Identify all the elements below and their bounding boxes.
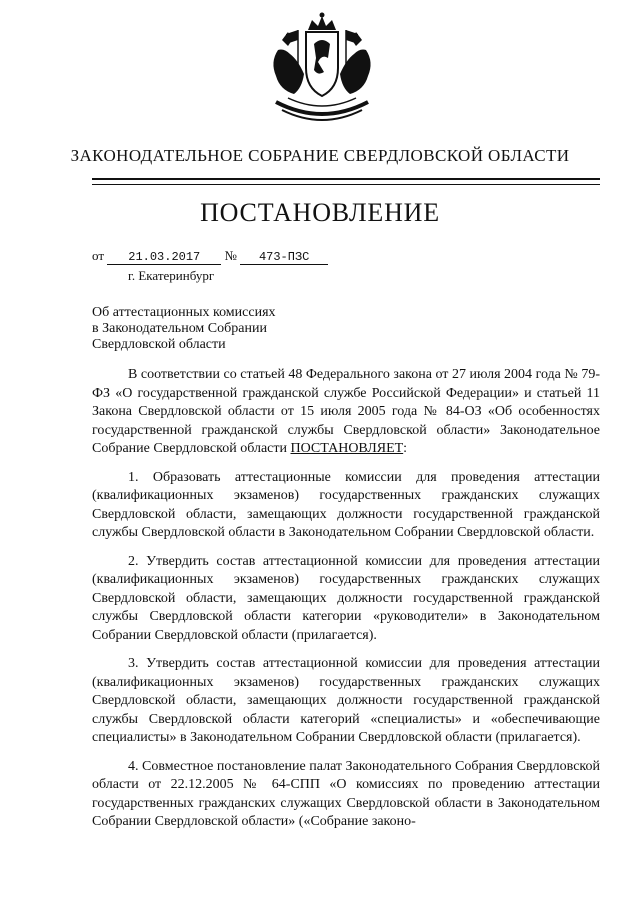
document-number: 473-ПЗС — [240, 250, 328, 265]
header-rule-thick — [92, 178, 600, 180]
document-date: 21.03.2017 — [107, 250, 221, 265]
document-title: ПОСТАНОВЛЕНИЕ — [200, 198, 440, 227]
preamble-text: В соответствии со статьей 48 Федерального закона от 27 июля 2004 года № 79-ФЗ «О государственной гражданской службе Российской Федерации» и статьей 11 Закона Свердловской области от 15 июля 2005 года № 84-ОЗ «Об особенностях государственной гражданской службы Свердловской области» Законодательное Собрание Свердловской области — [92, 367, 600, 456]
date-number-line — [92, 248, 328, 265]
organization-name: ЗАКОНОДАТЕЛЬНОЕ СОБРАНИЕ СВЕРДЛОВСКОЙ ОБЛАСТИ — [70, 146, 570, 165]
resolves-word: ПОСТАНОВЛЯЕТ — [290, 441, 404, 456]
subject-line: Об аттестационных комиссиях — [92, 305, 276, 320]
header-rule-thin — [92, 184, 600, 185]
resolves-suffix: : — [403, 441, 408, 456]
date-prefix: от — [92, 248, 105, 263]
clause-paragraph-2: 2. Утвердить состав аттестационной комиссии для проведения аттестации (квалификационных экзаменов) государственных гражданских служащих Свердловской области, замещающих должности государственной гражданской службы Свердловской области категории «руководители» в Законодательном Собрании Свердловской области (прилагается). — [92, 553, 600, 643]
document-subject — [92, 305, 392, 353]
document-body — [92, 366, 600, 842]
clause-paragraph-1: 1. Образовать аттестационные комиссии для проведения аттестации (квалификационных экзаменов) государственных гражданских служащих Свердловской области, замещающих должности государственной гражданской службы Свердловской области в Законодательном Собрании Свердловской области. — [92, 469, 600, 540]
document-city: г. Екатеринбург — [128, 268, 215, 283]
coat-of-arms-emblem — [258, 10, 386, 130]
preamble-paragraph — [92, 366, 600, 459]
clause-paragraph-3: 3. Утвердить состав аттестационной комиссии для проведения аттестации (квалификационных экзаменов) государственных гражданских служащих Свердловской области, замещающих должности государственной гражданской службы Свердловской области категорий «специалисты» и «обеспечивающие специалисты» в Законодательном Собрании Свердловской области (прилагается). — [92, 656, 600, 745]
subject-line: Свердловской области — [92, 337, 226, 352]
subject-line: в Законодательном Собрании — [92, 321, 267, 336]
number-prefix: № — [224, 248, 237, 263]
clause-paragraph-4: 4. Совместное постановление палат Законодательного Собрания Свердловской области от 22.12.2005 № 64-СПП «О комиссиях по проведению аттестации государственных гражданских служащих Свердловской области в Законодательном Собрании Свердловской области» («Собрание законо- — [92, 758, 600, 829]
